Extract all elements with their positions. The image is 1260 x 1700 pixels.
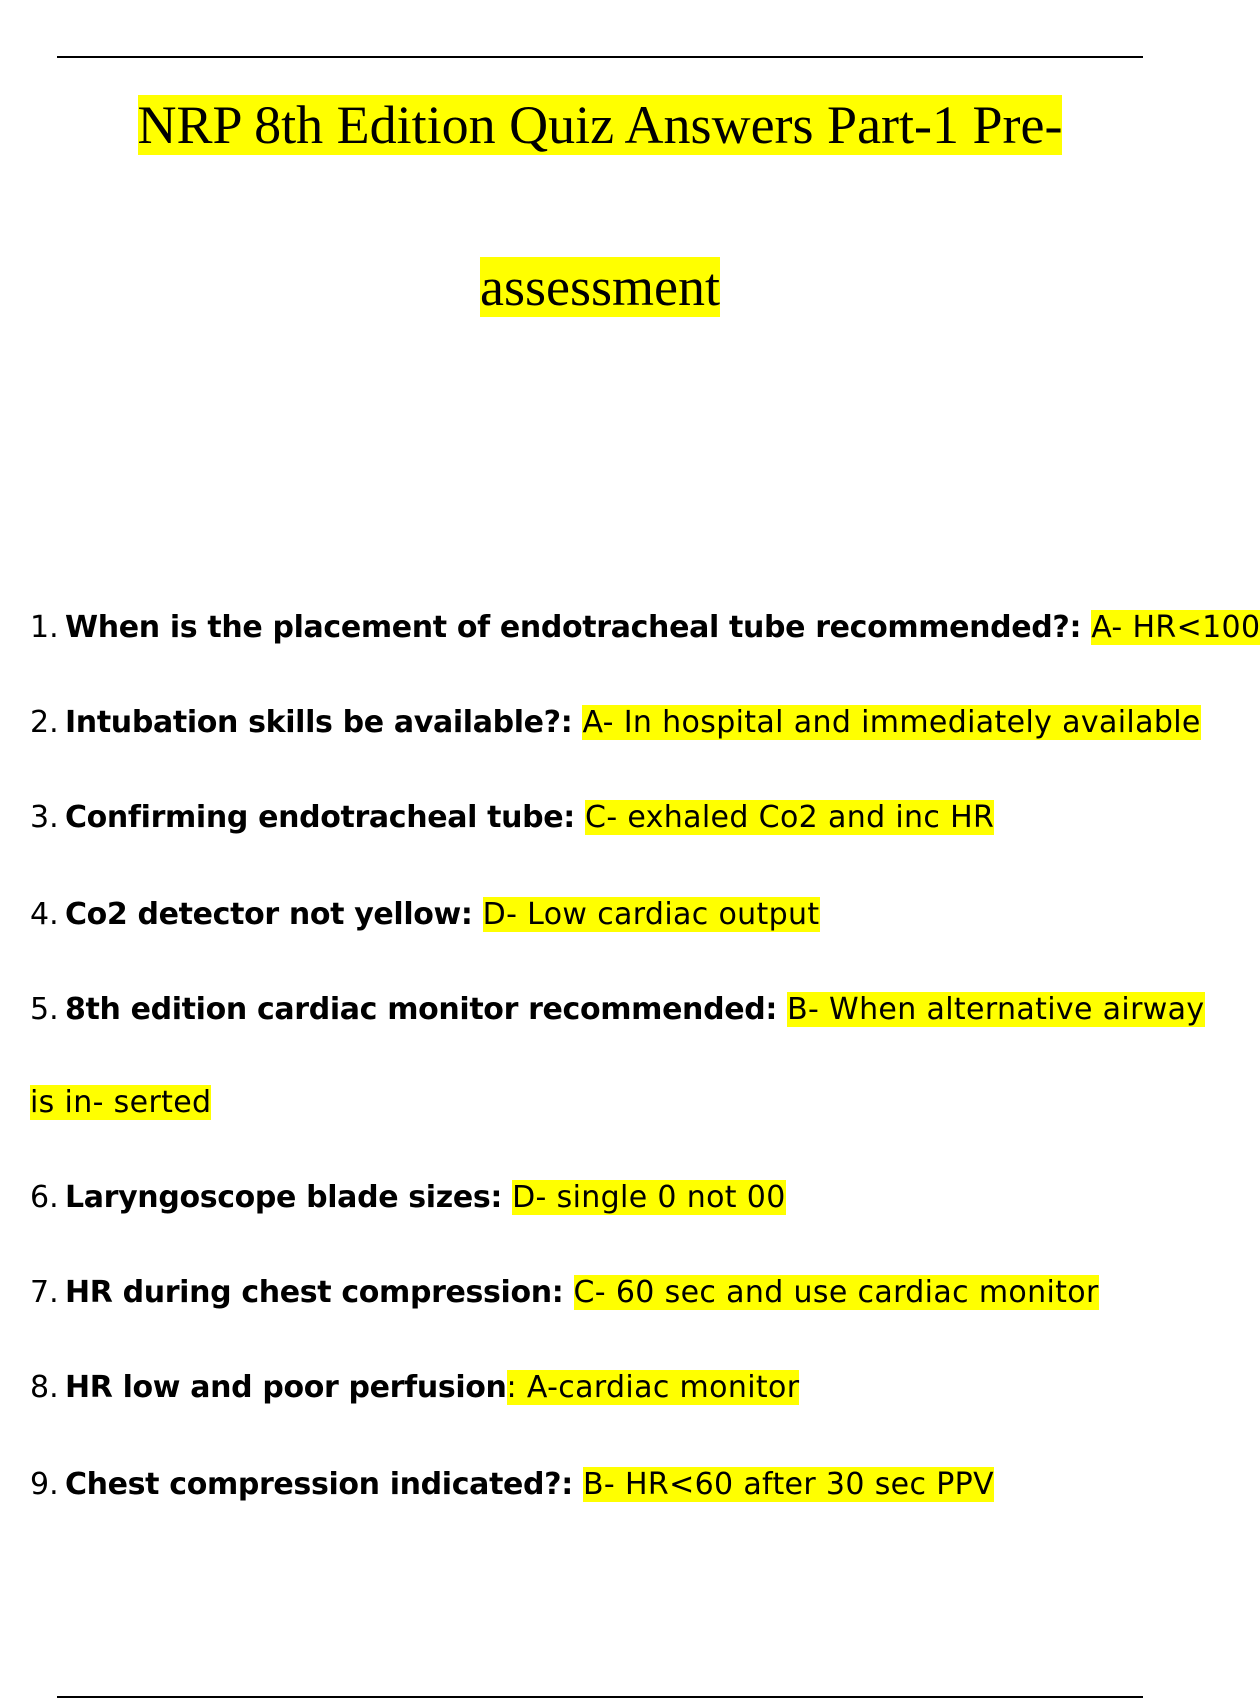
item-number: 8.	[30, 1370, 59, 1405]
item-answer: C- 60 sec and use cardiac monitor	[573, 1275, 1099, 1310]
quiz-item-2	[30, 703, 1201, 743]
item-answer: D- single 0 not 00	[512, 1180, 786, 1215]
item-number: 5.	[30, 992, 59, 1027]
item-number: 4.	[30, 897, 59, 932]
item-number: 7.	[30, 1275, 59, 1310]
item-question: HR low and poor perfusion	[65, 1370, 507, 1405]
item-number: 2.	[30, 705, 59, 740]
item-question: Chest compression indicated?:	[65, 1467, 583, 1502]
item-answer: B- When alternative airway	[787, 992, 1205, 1027]
quiz-item-5-continuation	[30, 1083, 211, 1123]
item-answer: C- exhaled Co2 and inc HR	[585, 800, 995, 835]
item-question: When is the placement of endotracheal tube recommended?:	[65, 610, 1092, 645]
document-title-line-1	[0, 93, 1200, 157]
item-answer: B- HR<60 after 30 sec PPV	[582, 1467, 994, 1502]
item-number: 1.	[30, 610, 59, 645]
quiz-item-6	[30, 1178, 786, 1218]
title-text-1: NRP 8th Edition Quiz Answers Part-1 Pre-	[137, 95, 1063, 155]
item-answer-continuation: is in- serted	[30, 1085, 212, 1120]
item-number: 6.	[30, 1180, 59, 1215]
item-question: HR during chest compression:	[65, 1275, 574, 1310]
item-question: Confirming endotracheal tube:	[65, 800, 586, 835]
item-answer: D- Low cardiac output	[482, 897, 820, 932]
item-number: 3.	[30, 800, 59, 835]
item-question: Intubation skills be available?:	[65, 705, 583, 740]
quiz-item-9	[30, 1465, 994, 1505]
quiz-item-4	[30, 895, 820, 935]
quiz-item-1	[30, 608, 1260, 648]
item-question: 8th edition cardiac monitor recommended:	[65, 992, 788, 1027]
quiz-item-8	[30, 1368, 799, 1408]
document-title-line-2	[0, 255, 1200, 319]
quiz-item-3	[30, 798, 994, 838]
item-answer: : A-cardiac monitor	[506, 1370, 800, 1405]
item-number: 9.	[30, 1467, 59, 1502]
item-answer: A- HR<100	[1091, 610, 1260, 645]
title-text-2: assessment	[480, 257, 720, 317]
item-question: Laryngoscope blade sizes:	[65, 1180, 513, 1215]
bottom-rule	[57, 1696, 1143, 1698]
item-answer: A- In hospital and immediately available	[582, 705, 1201, 740]
top-rule	[57, 56, 1143, 58]
quiz-item-5	[30, 990, 1205, 1030]
quiz-item-7	[30, 1273, 1099, 1313]
item-question: Co2 detector not yellow:	[65, 897, 483, 932]
